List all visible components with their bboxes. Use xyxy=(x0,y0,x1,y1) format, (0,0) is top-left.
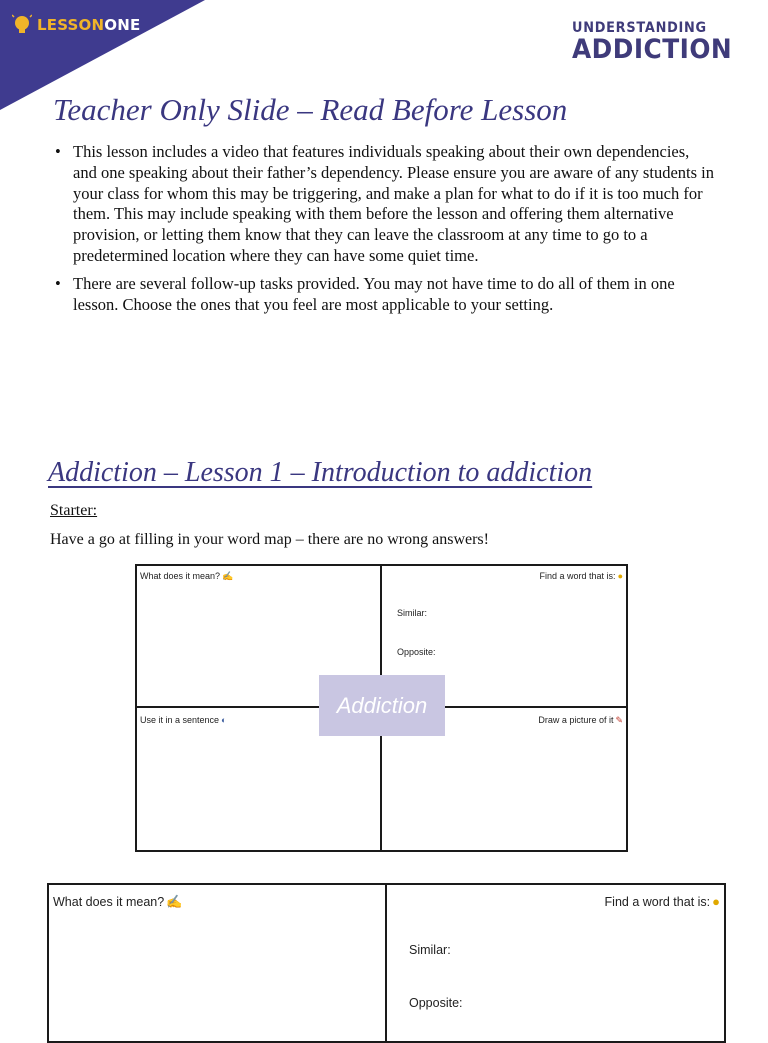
opposite-label: Opposite: xyxy=(409,996,463,1010)
lesson-title: Addiction – Lesson 1 – Introduction to addiction xyxy=(48,457,593,488)
thinking-face-icon: ● xyxy=(712,894,720,909)
crayon-icon: ✎ xyxy=(615,715,623,725)
thinking-face-icon: ● xyxy=(617,571,623,581)
brand-line-1: UNDERSTANDING xyxy=(571,20,707,36)
meaning-label: What does it mean? xyxy=(140,571,221,581)
brand-line-2: ADDICTION xyxy=(571,34,733,65)
lightbulb-icon xyxy=(12,14,32,36)
find-word-label: Find a word that is: xyxy=(604,895,711,909)
bullet-item: • There are several follow-up tasks provided. You may not have time to do all of them in one lesson. Choose the ones that you feel are most applicable to your setting. xyxy=(55,274,715,316)
draw-label: Draw a picture of it xyxy=(538,715,614,725)
lessonone-logo xyxy=(12,14,140,36)
word-map-large xyxy=(47,883,726,1043)
word-map-small xyxy=(135,564,628,852)
speaking-head-icon: ◐ xyxy=(221,715,227,725)
starter-label: Starter: xyxy=(50,502,98,519)
logo-text-one: ONE xyxy=(104,16,141,34)
center-word: Addiction xyxy=(336,692,428,718)
bullet-item: • This lesson includes a video that features individuals speaking about their own dependencies, and one speaking about their father’s dependency. Please ensure you are aware of any students in your class for whom this may be triggering, and make a plan for what to do if it is too much for them. This may include speaking with them before the lesson and offering them alternative provision, or letting them know that they can leave the classroom at any time to go to a predetermined location where they can have some quiet time. xyxy=(55,142,715,267)
meaning-label: What does it mean? xyxy=(53,895,165,909)
similar-label: Similar: xyxy=(397,608,428,618)
find-word-label: Find a word that is: xyxy=(539,571,616,581)
bullet-list xyxy=(55,142,715,322)
understanding-addiction-logo xyxy=(572,20,746,65)
center-word-box xyxy=(319,675,445,736)
writing-hand-icon: ✍ xyxy=(222,571,234,581)
page-title: Teacher Only Slide – Read Before Lesson xyxy=(53,92,568,127)
opposite-label: Opposite: xyxy=(397,647,436,657)
sentence-label: Use it in a sentence xyxy=(140,715,220,725)
logo-text-lesson: LESSON xyxy=(37,16,105,34)
similar-label: Similar: xyxy=(409,943,451,957)
writing-hand-icon: ✍ xyxy=(166,894,183,909)
instruction-text: Have a go at filling in your word map – there are no wrong answers! xyxy=(50,531,489,548)
